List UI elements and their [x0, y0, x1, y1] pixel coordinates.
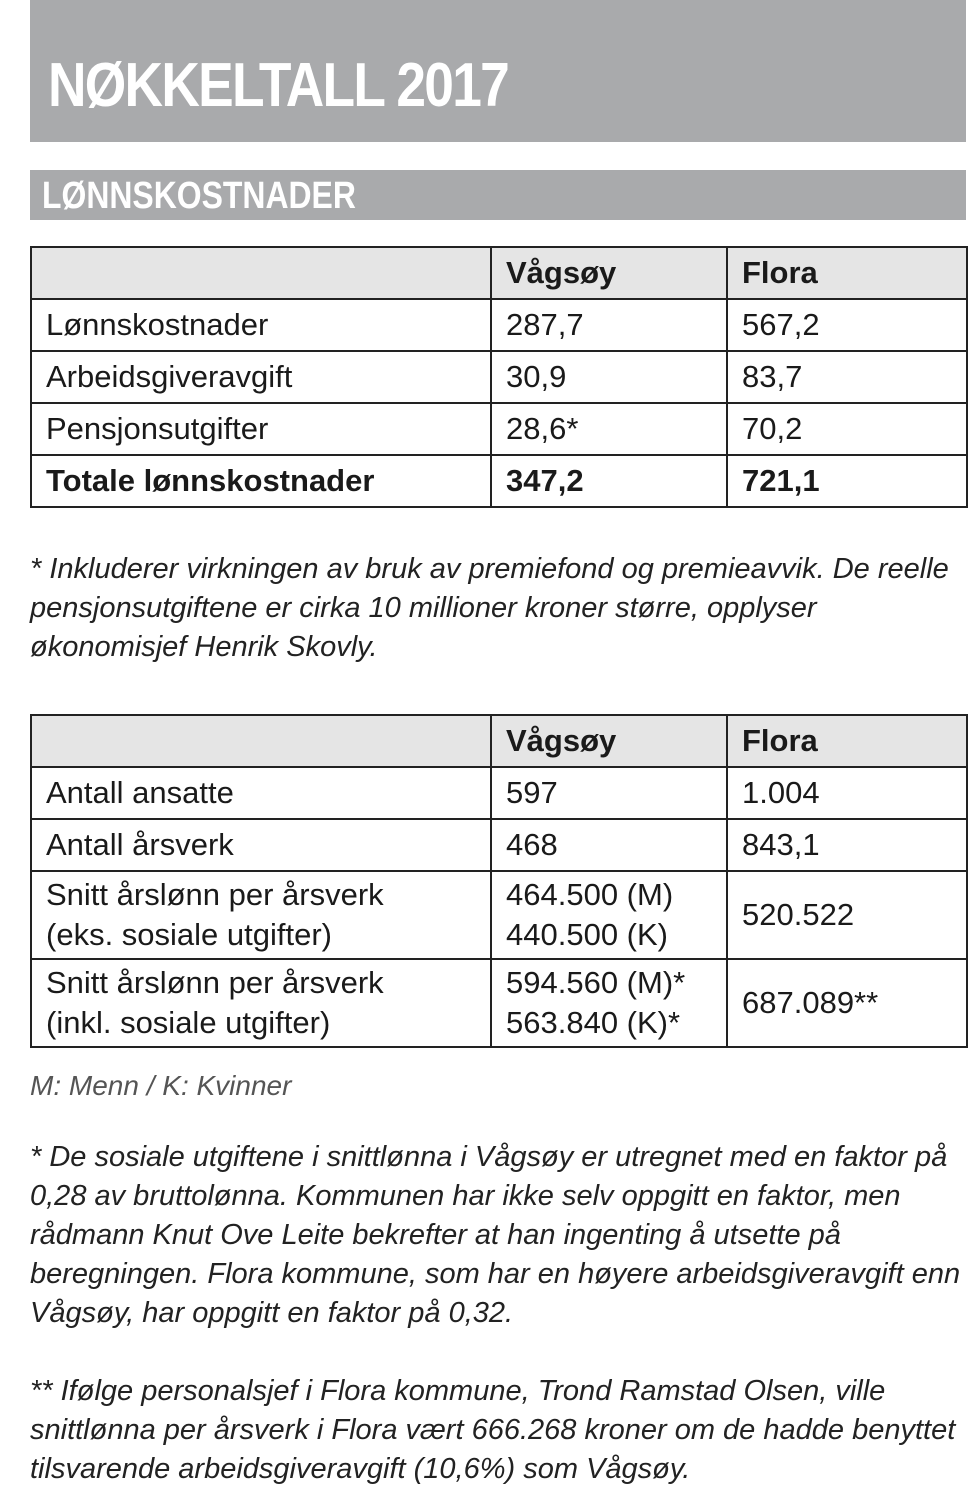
flora-value: 1.004: [727, 767, 967, 819]
row-label: [31, 959, 491, 1047]
header-flora: Flora: [727, 715, 967, 767]
table-row: [31, 403, 967, 455]
header-flora: Flora: [727, 247, 967, 299]
table-row: [31, 299, 967, 351]
employees-table: [30, 714, 968, 1048]
header-vagsoy: Vågsøy: [491, 715, 727, 767]
label-line: (inkl. sosiale utgifter): [46, 1005, 331, 1040]
value-line: 464.500 (M): [506, 877, 674, 912]
total-flora: 721,1: [727, 455, 967, 507]
footnote-pension: * Inkluderer virkningen av bruk av premiefond og premieavvik. De reelle pensjonsutgiftene er cirka 10 millioner kroner større, opplyser økonomisjef Henrik Skovly.: [30, 553, 949, 663]
total-row: [31, 455, 967, 507]
section-title: LØNNSKOSTNADER: [42, 175, 356, 217]
page-title: NØKKELTALL 2017: [48, 51, 509, 120]
value-line: 594.560 (M)*: [506, 965, 686, 1000]
label-line: (eks. sosiale utgifter): [46, 917, 332, 952]
flora-value: 687.089**: [727, 959, 967, 1047]
vagsoy-value: 597: [491, 767, 727, 819]
table-row: [31, 959, 967, 1047]
total-label: Totale lønnskostnader: [31, 455, 491, 507]
row-label: Antall årsverk: [31, 819, 491, 871]
salary-costs-table: [30, 246, 968, 508]
vagsoy-value: [491, 871, 727, 959]
title-band: [30, 0, 966, 142]
table-row: [31, 351, 967, 403]
flora-value: 83,7: [727, 351, 967, 403]
vagsoy-value: 287,7: [491, 299, 727, 351]
vagsoy-value: [491, 959, 727, 1047]
header-empty: [31, 715, 491, 767]
flora-value: 567,2: [727, 299, 967, 351]
total-vagsoy: 347,2: [491, 455, 727, 507]
header-vagsoy: Vågsøy: [491, 247, 727, 299]
footnote-social-costs: * De sosiale utgiftene i snittlønna i Vågsøy er utregnet med en faktor på 0,28 av bruttolønna. Kommunen har ikke selv oppgitt en faktor, men rådmann Knut Ove Leite bekrefter at han ingenting å utsette på beregningen. Flora kommune, som har en høyere arbeidsgiveravgift enn Vågsøy, har oppgitt en faktor på 0,32.: [30, 1141, 961, 1329]
table-header-row: [31, 715, 967, 767]
table-row: [31, 871, 967, 959]
flora-value: 843,1: [727, 819, 967, 871]
table-row: [31, 767, 967, 819]
vagsoy-value: 30,9: [491, 351, 727, 403]
value-line: 440.500 (K): [506, 917, 668, 952]
label-line: Snitt årslønn per årsverk: [46, 965, 384, 1000]
header-empty: [31, 247, 491, 299]
footnote-flora: ** Ifølge personalsjef i Flora kommune, Trond Ramstad Olsen, ville snittlønna per årsverk i Flora vært 666.268 kroner om de hadde benyttet tilsvarende arbeidsgiveravgift (10,6%) som Vågsøy.: [30, 1375, 956, 1485]
row-label: Lønnskostnader: [31, 299, 491, 351]
section-band: [30, 170, 966, 220]
table-header-row: [31, 247, 967, 299]
vagsoy-value: 468: [491, 819, 727, 871]
value-line: 563.840 (K)*: [506, 1005, 681, 1040]
row-label: Pensjonsutgifter: [31, 403, 491, 455]
table-row: [31, 819, 967, 871]
flora-value: 70,2: [727, 403, 967, 455]
row-label: Arbeidsgiveravgift: [31, 351, 491, 403]
flora-value: 520.522: [727, 871, 967, 959]
row-label: [31, 871, 491, 959]
row-label: Antall ansatte: [31, 767, 491, 819]
legend: M: Menn / K: Kvinner: [30, 1070, 292, 1101]
vagsoy-value: 28,6*: [491, 403, 727, 455]
label-line: Snitt årslønn per årsverk: [46, 877, 384, 912]
